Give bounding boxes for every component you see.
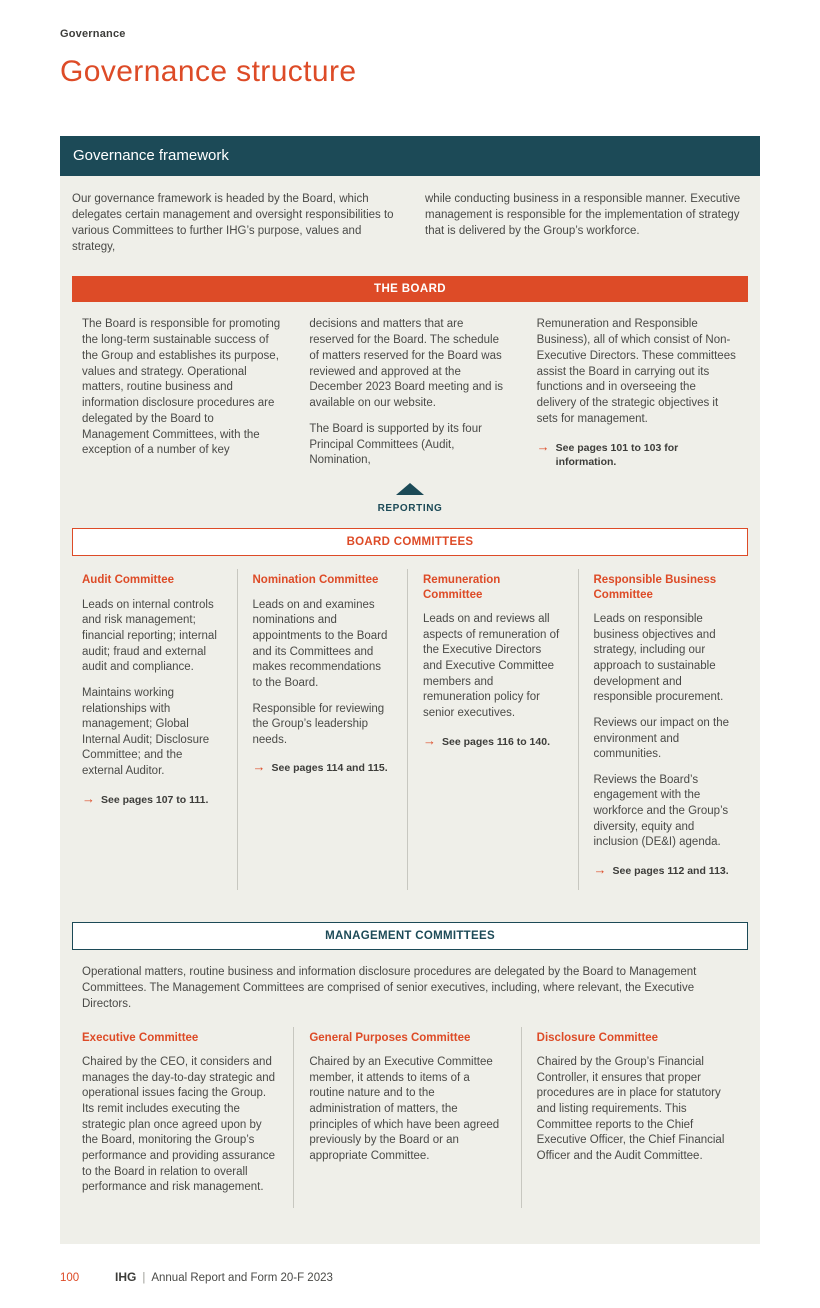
- committee-pages-link[interactable]: [423, 732, 563, 749]
- reporting-triangle-icon: [396, 483, 424, 495]
- committee-paragraph: Chaired by an Executive Committee member, it attends to items of a routine nature and to the administration of matters, the principles of which have been agreed previously by the Board or an appropriate Committee.: [309, 1056, 500, 1162]
- arrow-right-icon: →: [423, 732, 436, 748]
- committee-pages-link-label: See pages 107 to 111.: [101, 793, 209, 806]
- board-paragraph: decisions and matters that are reserved for the Board. The schedule of matters reserved for the Board was reviewed and approved at the December 2023 Board meeting and is available on our website.: [309, 318, 504, 410]
- framework-body: [60, 176, 760, 1244]
- board-committees-row: [72, 569, 748, 890]
- committee-title: Responsible Business Committee: [593, 574, 717, 601]
- committee-column-executive: [72, 1027, 293, 1208]
- framework-intro: [72, 192, 748, 255]
- footer-brand: IHG: [115, 1269, 137, 1284]
- reporting-marker: [72, 483, 748, 514]
- committee-paragraph: Leads on and examines nominations and appointments to the Board and its Committees and makes recommendations to the Board.: [252, 598, 388, 689]
- footer-page-number: 100: [60, 1271, 80, 1284]
- committee-column-general-purposes: [293, 1027, 520, 1208]
- board-committees-banner: BOARD COMMITTEES: [72, 528, 748, 556]
- board-paragraph: The Board is responsible for promoting the long-term sustainable success of the Group and establishes its purpose, values and strategy. Operational matters, routine business and information disclosure procedures are delegated by the Board to Management Committees, with the exception of a number of key: [82, 318, 281, 457]
- arrow-right-icon: →: [82, 790, 95, 806]
- committee-paragraph: Reviews the Board’s engagement with the workforce and the Group’s diversity, equity and inclusion (DE&I) agenda.: [593, 773, 729, 849]
- committee-pages-link-label: See pages 114 and 115.: [271, 762, 388, 775]
- committee-title: General Purposes Committee: [309, 1031, 471, 1044]
- board-pages-link-label: See pages 101 to 103 for information.: [555, 441, 679, 469]
- committee-pages-link-label: See pages 112 and 113.: [612, 864, 729, 877]
- committee-pages-link[interactable]: [82, 790, 222, 807]
- governance-framework-panel: [60, 136, 760, 1244]
- board-banner: THE BOARD: [72, 276, 748, 302]
- footer-separator: |: [142, 1271, 146, 1284]
- committee-paragraph: Reviews our impact on the environment and communities.: [593, 716, 730, 761]
- arrow-right-icon: →: [593, 861, 607, 877]
- committee-paragraph: Chaired by the Group’s Financial Controller, it ensures that proper procedures are in place for statutory and listing requirements. This Committee reports to the Chief Executive Officer, the Chief Financial Officer and the Audit Committee.: [536, 1056, 725, 1162]
- management-committees-row: [72, 1027, 748, 1208]
- board-column-1: [82, 317, 283, 469]
- committee-paragraph: Responsible for reviewing the Group’s leadership needs.: [252, 702, 385, 746]
- framework-intro-col-1: Our governance framework is headed by the Board, which delegates certain management and oversight responsibilities to various Committees to further IHG’s purpose, values and strategy,: [72, 193, 394, 253]
- committee-title: Nomination Committee: [252, 574, 379, 587]
- framework-header: Governance framework: [60, 136, 760, 176]
- board-pages-link[interactable]: [536, 438, 738, 470]
- committee-column-audit: [72, 569, 237, 890]
- committee-paragraph: Leads on internal controls and risk management; financial reporting; internal audit; fraud and external audit and compliance.: [82, 598, 217, 674]
- committee-pages-link[interactable]: [593, 861, 734, 878]
- reporting-label: REPORTING: [377, 503, 443, 515]
- board-paragraph: The Board is supported by its four Principal Committees (Audit, Nomination,: [309, 422, 482, 467]
- committee-paragraph: Leads on responsible business objectives and strategy, including our approach to sustainable development and responsible procurement.: [593, 613, 724, 704]
- management-committees-banner: MANAGEMENT COMMITTEES: [72, 922, 748, 950]
- committee-title: Disclosure Committee: [536, 1031, 659, 1044]
- page-title: Governance structure: [60, 55, 357, 88]
- committee-paragraph: Chaired by the CEO, it considers and manages the day-to-day strategic and operational issues facing the Group. Its remit includes executing the strategic plan once agreed upon by the Board, monitoring the Group’s performance and providing assurance to the Board in relation to overall performance and risk management.: [82, 1056, 276, 1194]
- footer-report-title: Annual Report and Form 20-F 2023: [151, 1271, 333, 1284]
- section-eyebrow: Governance: [60, 28, 126, 40]
- management-committees-intro: Operational matters, routine business and information disclosure procedures are delegated by the Board to Management Committees. The Management Committees are comprised of senior executives, including, where relevant, the Executive Directors.: [82, 966, 697, 1010]
- board-paragraph: Remuneration and Responsible Business), all of which consist of Non-Executive Directors. These committees assist the Board in carrying out its functions and in overseeing the delivery of the strategic objectives it sets for management.: [536, 318, 736, 425]
- board-column-2: [309, 317, 510, 469]
- committee-paragraph: Maintains working relationships with management; Global Internal Audit; Disclosure Committee; and the external Auditor.: [82, 686, 210, 778]
- committee-paragraph: Leads on and reviews all aspects of remuneration of the Executive Directors and Executive Committee members and remuneration policy for senior executives.: [423, 613, 560, 719]
- arrow-right-icon: →: [252, 759, 266, 775]
- committee-title: Executive Committee: [82, 1031, 199, 1044]
- board-column-3: [537, 317, 738, 469]
- committee-column-remuneration: [407, 569, 578, 890]
- arrow-right-icon: →: [536, 438, 550, 454]
- board-description: [72, 302, 748, 469]
- committee-column-disclosure: [521, 1027, 748, 1208]
- framework-intro-col-2: while conducting business in a responsible manner. Executive management is responsible for the implementation of strategy that is delivered by the Group’s workforce.: [425, 193, 741, 237]
- committee-title: Audit Committee: [82, 574, 174, 587]
- committee-title: Remuneration Committee: [423, 574, 501, 601]
- page-footer: [60, 1270, 760, 1308]
- committee-pages-link[interactable]: [253, 761, 393, 775]
- committee-column-responsible-business: [578, 569, 749, 890]
- committee-column-nomination: [237, 569, 408, 890]
- committee-pages-link-label: See pages 116 to 140.: [442, 735, 550, 748]
